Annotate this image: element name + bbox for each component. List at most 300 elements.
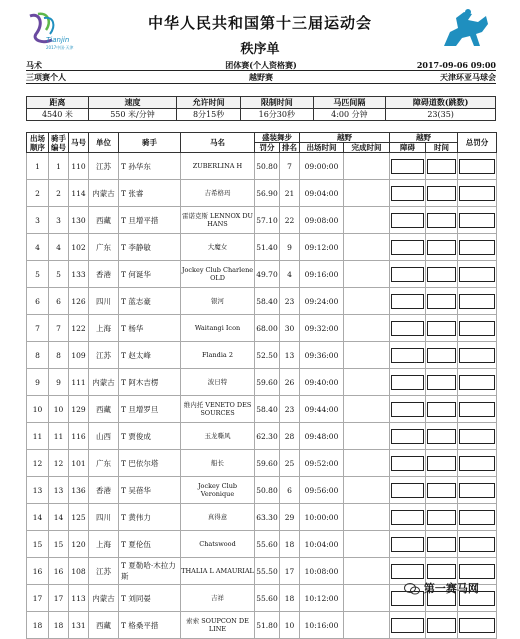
rider-cell [119, 315, 181, 342]
start-time-cell: 10:08:00 [300, 558, 344, 585]
horse-no-cell: 111 [69, 369, 89, 396]
gender-mark: T [121, 323, 127, 333]
time-box-frame [427, 321, 456, 336]
rider-no-cell: 2 [49, 180, 69, 207]
start-time-cell: 09:52:00 [300, 450, 344, 477]
finish-time-cell [344, 558, 390, 585]
rank-cell: 6 [280, 477, 300, 504]
param-value: 8分15秒 [177, 109, 241, 121]
time-box [426, 450, 458, 477]
finish-time-cell [344, 477, 390, 504]
obstacle-box-frame [391, 483, 424, 498]
rider-no-cell: 5 [49, 261, 69, 288]
table-row [27, 504, 497, 531]
time-box [426, 315, 458, 342]
horse-no-cell: 122 [69, 315, 89, 342]
obstacle-box [390, 207, 426, 234]
rider-cell [119, 450, 181, 477]
finish-time-cell [344, 396, 390, 423]
unit-cell: 香港 [89, 477, 119, 504]
obstacle-box-frame [391, 402, 424, 417]
table-row [27, 315, 497, 342]
horse-no-cell: 130 [69, 207, 89, 234]
table-row [27, 531, 497, 558]
logo-left-text: Tianjin [46, 36, 70, 44]
start-time-cell: 09:00:00 [300, 153, 344, 180]
penalty-cell: 57.10 [255, 207, 280, 234]
penalty-cell: 52.50 [255, 342, 280, 369]
total-box [458, 369, 497, 396]
rider-no-cell: 7 [49, 315, 69, 342]
rank-cell: 26 [280, 369, 300, 396]
table-row [27, 180, 497, 207]
gender-mark: T [121, 431, 127, 441]
time-box [426, 153, 458, 180]
gender-mark: T [121, 512, 127, 522]
gender-mark: T [121, 188, 127, 198]
order-cell: 3 [27, 207, 49, 234]
unit-cell: 四川 [89, 288, 119, 315]
rider-name: 刘同晏 [128, 593, 151, 603]
horse-no-cell: 116 [69, 423, 89, 450]
obstacle-box-frame [391, 159, 424, 174]
total-box [458, 153, 497, 180]
rider-name: 黄伟力 [128, 512, 151, 522]
total-box-frame [459, 186, 495, 201]
obstacle-box [390, 261, 426, 288]
logo-left-subtext: 2017中国·天津 [46, 45, 74, 50]
start-time-cell: 10:04:00 [300, 531, 344, 558]
total-box [458, 261, 497, 288]
start-time-cell: 09:04:00 [300, 180, 344, 207]
horse-cell: THALIA L AMAURIAL [181, 558, 255, 585]
event-category-label: 团体赛(个人资格赛) [225, 60, 297, 70]
total-box-frame [459, 348, 495, 363]
total-box-frame [459, 618, 495, 633]
horse-no-cell: 129 [69, 396, 89, 423]
total-box-frame [459, 429, 495, 444]
obstacle-box-frame [391, 240, 424, 255]
horse-cell: Waitangi Icon [181, 315, 255, 342]
table-row [27, 342, 497, 369]
unit-cell: 江苏 [89, 153, 119, 180]
gender-mark: T [121, 215, 127, 225]
rank-cell: 10 [280, 612, 300, 639]
obstacle-box [390, 450, 426, 477]
finish-time-cell [344, 261, 390, 288]
horse-no-cell: 102 [69, 234, 89, 261]
obstacle-box [390, 153, 426, 180]
obstacle-box [390, 531, 426, 558]
penalty-cell: 51.80 [255, 612, 280, 639]
col-rank-header: 排名 [280, 143, 300, 153]
total-box [458, 234, 497, 261]
horse-cell: Chatswood [181, 531, 255, 558]
obstacle-box [390, 342, 426, 369]
horse-cell: 银河 [181, 288, 255, 315]
time-box-frame [427, 159, 456, 174]
time-box [426, 342, 458, 369]
horse-no-cell: 108 [69, 558, 89, 585]
penalty-cell: 58.40 [255, 288, 280, 315]
penalty-cell: 62.30 [255, 423, 280, 450]
total-box [458, 423, 497, 450]
col-obstacle-header: 障碍 [390, 143, 426, 153]
start-time-cell: 09:36:00 [300, 342, 344, 369]
rider-name: 张睿 [128, 188, 144, 198]
order-cell: 14 [27, 504, 49, 531]
rider-no-cell: 18 [49, 612, 69, 639]
unit-cell: 广东 [89, 234, 119, 261]
course-params-table [26, 96, 496, 121]
gender-mark: T [121, 350, 127, 360]
param-value: 4:00 分钟 [313, 109, 386, 121]
total-box [458, 477, 497, 504]
col-unit-header: 单位 [89, 133, 119, 153]
param-header: 速度 [88, 97, 176, 109]
param-header: 马匹间隔 [313, 97, 386, 109]
order-cell: 8 [27, 342, 49, 369]
obstacle-box [390, 315, 426, 342]
rider-name: 何诞华 [128, 269, 151, 279]
rider-name: 阿木吉楞 [128, 377, 159, 387]
obstacle-box-frame [391, 429, 424, 444]
order-cell: 13 [27, 477, 49, 504]
rider-cell [119, 288, 181, 315]
table-row [27, 234, 497, 261]
time-box [426, 261, 458, 288]
table-row [27, 450, 497, 477]
divider [26, 83, 496, 84]
time-box [426, 504, 458, 531]
gender-mark: T [121, 404, 127, 414]
horse-cell: 大魔女 [181, 234, 255, 261]
rank-cell: 13 [280, 342, 300, 369]
horse-no-cell: 133 [69, 261, 89, 288]
col-horse-no-header: 马号 [69, 133, 89, 153]
col-time-header: 时间 [426, 143, 458, 153]
rider-name: 吴蓓华 [128, 485, 151, 495]
horse-cell: Flandia 2 [181, 342, 255, 369]
gender-mark: T [121, 458, 127, 468]
obstacle-box [390, 612, 426, 639]
total-box [458, 288, 497, 315]
rank-cell: 7 [280, 153, 300, 180]
horse-cell: 真得意 [181, 504, 255, 531]
finish-time-cell [344, 153, 390, 180]
total-box-frame [459, 537, 495, 552]
rider-no-cell: 13 [49, 477, 69, 504]
gender-mark: T [121, 485, 127, 495]
unit-cell: 西藏 [89, 207, 119, 234]
col-rider-no-header: 骑手编号 [49, 133, 69, 153]
finish-time-cell [344, 531, 390, 558]
rider-no-cell: 8 [49, 342, 69, 369]
start-time-cell: 09:44:00 [300, 396, 344, 423]
start-time-cell: 10:16:00 [300, 612, 344, 639]
rider-no-cell: 4 [49, 234, 69, 261]
rider-cell [119, 477, 181, 504]
rank-cell: 21 [280, 180, 300, 207]
time-box-frame [427, 456, 456, 471]
params-value-row [27, 109, 496, 121]
horse-cell: 雷诺克斯 LENNOX DU HANS [181, 207, 255, 234]
rider-no-cell: 16 [49, 558, 69, 585]
horse-no-cell: 110 [69, 153, 89, 180]
finish-time-cell [344, 585, 390, 612]
start-time-cell: 10:00:00 [300, 504, 344, 531]
param-header: 距离 [27, 97, 89, 109]
rider-name: 格桑平措 [128, 620, 159, 630]
order-cell: 5 [27, 261, 49, 288]
param-header: 障碍道数(跳数) [386, 97, 496, 109]
time-box-frame [427, 267, 456, 282]
unit-cell: 西藏 [89, 396, 119, 423]
gender-mark: T [121, 620, 127, 630]
obstacle-box [390, 504, 426, 531]
unit-cell: 江苏 [89, 342, 119, 369]
obstacle-box-frame [391, 186, 424, 201]
obstacle-box-frame [391, 348, 424, 363]
penalty-cell: 55.60 [255, 531, 280, 558]
table-row [27, 261, 497, 288]
unit-cell: 江苏 [89, 558, 119, 585]
watermark-text: 第一赛马网 [423, 582, 479, 595]
time-box [426, 423, 458, 450]
obstacle-box [390, 477, 426, 504]
obstacle-box-frame [391, 537, 424, 552]
order-cell: 4 [27, 234, 49, 261]
horse-cell: Jockey Club Veronique [181, 477, 255, 504]
rider-no-cell: 1 [49, 153, 69, 180]
horse-no-cell: 101 [69, 450, 89, 477]
group-dressage-header: 盛装舞步 [255, 133, 300, 143]
horse-cell: ZUBERLINA H [181, 153, 255, 180]
horse-no-cell: 126 [69, 288, 89, 315]
total-box [458, 207, 497, 234]
site-watermark [404, 580, 514, 602]
rider-name: 杨华 [128, 323, 144, 333]
rank-cell: 23 [280, 396, 300, 423]
time-box [426, 234, 458, 261]
rider-cell [119, 585, 181, 612]
gender-mark: T [121, 242, 127, 252]
finish-time-cell [344, 288, 390, 315]
total-box-frame [459, 483, 495, 498]
obstacle-box-frame [391, 564, 424, 579]
start-list-body [27, 153, 497, 639]
rider-name: 赵太峰 [128, 350, 151, 360]
discipline-label: 马术 [26, 60, 42, 70]
gender-mark: T [121, 161, 127, 171]
start-time-cell: 10:12:00 [300, 585, 344, 612]
table-row [27, 153, 497, 180]
time-box-frame [427, 240, 456, 255]
obstacle-box [390, 180, 426, 207]
order-cell: 9 [27, 369, 49, 396]
start-time-cell: 09:24:00 [300, 288, 344, 315]
time-box-frame [427, 294, 456, 309]
rank-cell: 29 [280, 504, 300, 531]
obstacle-box [390, 369, 426, 396]
time-box [426, 288, 458, 315]
horse-cell: 维内托 VENETO DES SOURCES [181, 396, 255, 423]
param-value: 16分30秒 [241, 109, 313, 121]
order-cell: 12 [27, 450, 49, 477]
time-box [426, 369, 458, 396]
rider-name: 夏勒哈·木拉力斯 [121, 561, 176, 581]
time-box [426, 207, 458, 234]
finish-time-cell [344, 504, 390, 531]
time-box [426, 180, 458, 207]
unit-cell: 四川 [89, 504, 119, 531]
penalty-cell: 56.90 [255, 180, 280, 207]
start-time-cell: 09:32:00 [300, 315, 344, 342]
param-value: 4540 米 [27, 109, 89, 121]
rider-name: 旦增罗旦 [128, 404, 159, 414]
obstacle-box [390, 288, 426, 315]
total-box [458, 180, 497, 207]
param-header: 允许时间 [177, 97, 241, 109]
col-start-header: 出场时间 [300, 143, 344, 153]
order-cell: 1 [27, 153, 49, 180]
horse-no-cell: 120 [69, 531, 89, 558]
rank-cell: 28 [280, 423, 300, 450]
order-cell: 10 [27, 396, 49, 423]
total-box-frame [459, 510, 495, 525]
penalty-cell: 51.40 [255, 234, 280, 261]
rider-name: 蓝志豪 [128, 296, 151, 306]
rank-cell: 4 [280, 261, 300, 288]
rank-cell: 25 [280, 450, 300, 477]
finish-time-cell [344, 342, 390, 369]
horse-cell: 索索 SOUPCON DE LINE [181, 612, 255, 639]
finish-time-cell [344, 180, 390, 207]
penalty-cell: 68.00 [255, 315, 280, 342]
rider-name: 旦增平措 [128, 215, 159, 225]
penalty-cell: 63.30 [255, 504, 280, 531]
total-box-frame [459, 564, 495, 579]
total-box-frame [459, 240, 495, 255]
start-time-cell: 09:48:00 [300, 423, 344, 450]
page-subtitle: 秩序单 [240, 42, 280, 57]
rider-cell [119, 153, 181, 180]
finish-time-cell [344, 450, 390, 477]
param-value: 550 米/分钟 [88, 109, 176, 121]
order-cell: 7 [27, 315, 49, 342]
start-time-cell: 09:08:00 [300, 207, 344, 234]
rider-no-cell: 17 [49, 585, 69, 612]
rider-no-cell: 12 [49, 450, 69, 477]
time-box [426, 612, 458, 639]
phase-label: 越野赛 [249, 72, 273, 82]
header-row-1 [27, 133, 497, 143]
obstacle-box [390, 396, 426, 423]
horse-cell: 船长 [181, 450, 255, 477]
start-time-cell: 09:16:00 [300, 261, 344, 288]
unit-cell: 西藏 [89, 612, 119, 639]
obstacle-box-frame [391, 321, 424, 336]
rider-no-cell: 11 [49, 423, 69, 450]
total-box [458, 531, 497, 558]
order-cell: 18 [27, 612, 49, 639]
rider-cell [119, 180, 181, 207]
horse-no-cell: 136 [69, 477, 89, 504]
col-penalty-header: 罚分 [255, 143, 280, 153]
finish-time-cell [344, 369, 390, 396]
penalty-cell: 55.60 [255, 585, 280, 612]
total-box-frame [459, 294, 495, 309]
order-cell: 15 [27, 531, 49, 558]
obstacle-box-frame [391, 456, 424, 471]
unit-cell: 内蒙古 [89, 369, 119, 396]
start-time-cell: 09:56:00 [300, 477, 344, 504]
col-horse-header: 马名 [181, 133, 255, 153]
unit-cell: 上海 [89, 315, 119, 342]
rider-cell [119, 369, 181, 396]
time-box-frame [427, 402, 456, 417]
rank-cell: 30 [280, 315, 300, 342]
penalty-cell: 49.70 [255, 261, 280, 288]
obstacle-box [390, 423, 426, 450]
col-total-header: 总罚分 [458, 133, 497, 153]
total-box-frame [459, 159, 495, 174]
total-box [458, 396, 497, 423]
rider-name: 贾俊成 [128, 431, 151, 441]
obstacle-box-frame [391, 267, 424, 282]
total-box-frame [459, 456, 495, 471]
horse-no-cell: 113 [69, 585, 89, 612]
unit-cell: 香港 [89, 261, 119, 288]
venue-label: 天津环亚马球会 [440, 72, 496, 82]
param-value: 23(35) [386, 109, 496, 121]
time-box [426, 477, 458, 504]
finish-time-cell [344, 207, 390, 234]
rider-cell [119, 234, 181, 261]
total-box [458, 450, 497, 477]
start-list-table [26, 132, 497, 639]
obstacle-box-frame [391, 294, 424, 309]
unit-cell: 上海 [89, 531, 119, 558]
horse-no-cell: 114 [69, 180, 89, 207]
horse-no-cell: 131 [69, 612, 89, 639]
rank-cell: 17 [280, 558, 300, 585]
unit-cell: 山西 [89, 423, 119, 450]
obstacle-box-frame [391, 510, 424, 525]
finish-time-cell [344, 612, 390, 639]
total-box-frame [459, 402, 495, 417]
total-box [458, 342, 497, 369]
col-rider-header: 骑手 [119, 133, 181, 153]
total-box-frame [459, 267, 495, 282]
params-header-row [27, 97, 496, 109]
total-box-frame [459, 213, 495, 228]
rider-no-cell: 6 [49, 288, 69, 315]
rider-name: 李静敏 [128, 242, 151, 252]
rank-cell: 9 [280, 234, 300, 261]
gender-mark: T [121, 377, 127, 387]
horse-cell: 玉龙嘶风 [181, 423, 255, 450]
gender-mark: T [121, 539, 127, 549]
rider-no-cell: 3 [49, 207, 69, 234]
time-box-frame [427, 618, 456, 633]
group-xc-time-header: 越野 [300, 133, 390, 143]
horse-cell: 吉希格玛 [181, 180, 255, 207]
order-cell: 2 [27, 180, 49, 207]
obstacle-box [390, 234, 426, 261]
event-name-label: 三项赛个人 [26, 72, 66, 82]
horse-cell: Jockey Club Charlene OLD [181, 261, 255, 288]
